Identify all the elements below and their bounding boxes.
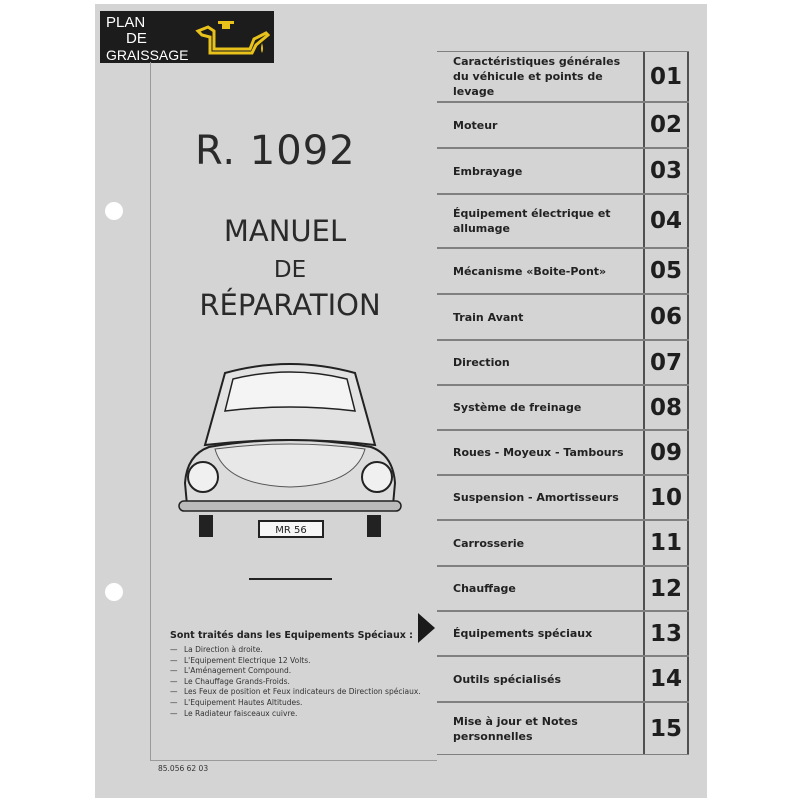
- section-row[interactable]: [437, 294, 689, 340]
- section-label: Équipement électrique et allumage: [453, 207, 611, 235]
- binder-hole: [105, 583, 123, 601]
- list-item: — L'Equipement Hautes Altitudes.: [170, 697, 303, 707]
- section-number: 10: [643, 476, 689, 519]
- section-label: Embrayage: [453, 164, 523, 178]
- list-item: — L'Aménagement Compound.: [170, 666, 292, 676]
- arrow-right-icon: [418, 613, 435, 643]
- section-row[interactable]: [437, 702, 689, 755]
- section-number: 01: [643, 52, 689, 101]
- badge-line-3: GRAISSAGE: [106, 47, 189, 63]
- section-row[interactable]: [437, 385, 689, 430]
- car-illustration: [175, 355, 405, 545]
- title-reparation: RÉPARATION: [199, 288, 381, 322]
- section-number: 11: [643, 521, 689, 565]
- section-row[interactable]: [437, 430, 689, 475]
- section-label: Outils spécialisés: [453, 672, 562, 686]
- license-plate-text: MR 56: [275, 525, 307, 536]
- section-label: Équipements spéciaux: [453, 627, 593, 640]
- list-item: — La Direction à droite.: [170, 645, 263, 654]
- list-item: — L'Equipement Electrique 12 Volts.: [170, 655, 311, 665]
- oil-can-icon: [192, 17, 270, 59]
- section-label: Caractéristiques générales du véhicule et points de levage: [453, 55, 621, 98]
- special-equipment-note: [170, 630, 432, 719]
- section-number: 15: [643, 703, 689, 754]
- section-row[interactable]: [437, 248, 689, 294]
- section-label: Direction: [453, 356, 510, 369]
- section-label: Suspension - Amortisseurs: [453, 491, 619, 504]
- list-item: — Le Chauffage Grands-Froids.: [170, 676, 290, 686]
- section-row[interactable]: [437, 611, 689, 656]
- section-row[interactable]: [437, 340, 689, 385]
- binder-hole: [105, 202, 123, 220]
- section-number: 05: [643, 249, 689, 293]
- section-number: 08: [643, 386, 689, 429]
- divider-rule: [249, 578, 332, 580]
- section-label: Chauffage: [453, 582, 516, 595]
- section-row[interactable]: [437, 566, 689, 611]
- title-de: DE: [273, 257, 307, 283]
- section-number: 07: [643, 341, 689, 384]
- section-label: Roues - Moyeux - Tambours: [453, 446, 624, 459]
- badge-line-1: PLAN: [106, 14, 146, 31]
- section-row[interactable]: [437, 656, 689, 702]
- special-equipment-title: Sont traités dans les Equipements Spéciaux :: [170, 630, 413, 641]
- model-number: R. 1092: [195, 128, 356, 174]
- section-number: 13: [643, 612, 689, 655]
- section-number: 14: [643, 657, 689, 701]
- section-row[interactable]: [437, 520, 689, 566]
- section-row[interactable]: [437, 51, 689, 102]
- document-code: 85.056 62 03: [158, 764, 209, 773]
- section-label: Mise à jour et Notes personnelles: [453, 714, 578, 743]
- section-label: Système de freinage: [453, 401, 582, 414]
- special-equipment-list: [170, 645, 432, 719]
- section-number: 04: [643, 195, 689, 247]
- badge-line-2: DE: [126, 30, 147, 47]
- section-number: 03: [643, 149, 689, 193]
- section-label: Train Avant: [453, 310, 524, 324]
- title-manuel: MANUEL: [223, 214, 347, 248]
- section-number: 06: [643, 295, 689, 339]
- section-label: Moteur: [453, 118, 498, 132]
- section-label: Carrosserie: [453, 536, 525, 550]
- section-row[interactable]: [437, 475, 689, 520]
- list-item: — Les Feux de position et Feux indicateurs de Direction spéciaux.: [170, 687, 421, 697]
- section-row[interactable]: [437, 102, 689, 148]
- section-number: 09: [643, 431, 689, 474]
- section-label: Mécanisme «Boite-Pont»: [453, 264, 607, 278]
- list-item: — Le Radiateur faisceaux cuivre.: [170, 708, 298, 718]
- section-row[interactable]: [437, 148, 689, 194]
- section-row[interactable]: [437, 194, 689, 248]
- plan-de-graissage-badge[interactable]: [100, 11, 274, 63]
- section-number: 12: [643, 567, 689, 610]
- section-number: 02: [643, 103, 689, 147]
